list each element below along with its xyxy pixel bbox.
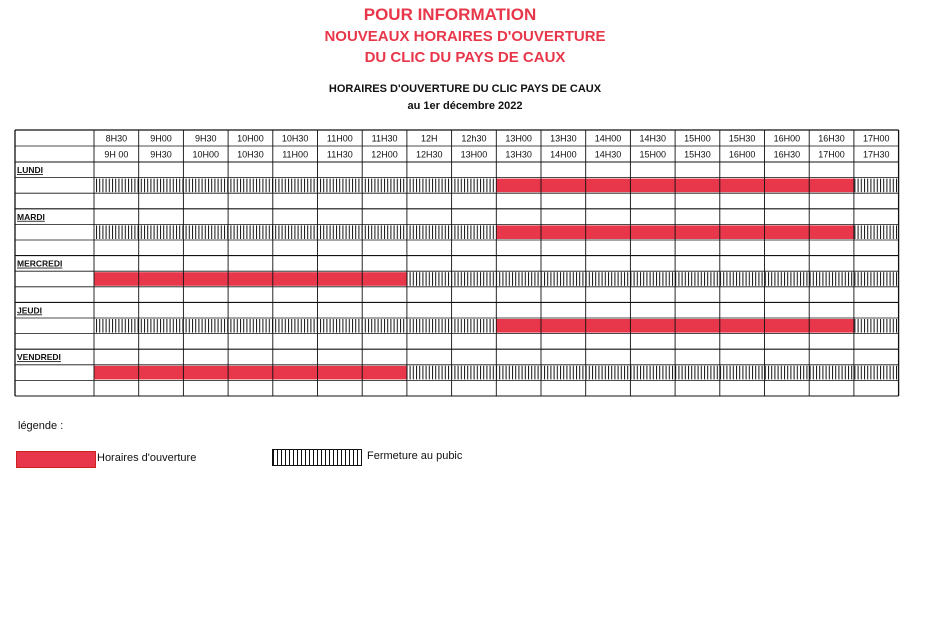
open-slot [541,225,586,239]
day-label-mardi: MARDI [17,211,45,222]
open-slot [541,319,586,333]
time-slot-start: 13H00 [505,133,532,144]
time-slot-start: 10H00 [237,133,264,144]
closed-slot [273,179,318,193]
open-slot [228,272,273,286]
open-slot [765,179,810,193]
open-slot [94,272,139,286]
legend-open-swatch [16,451,96,468]
open-slot [362,366,407,380]
closed-slot [630,366,675,380]
closed-slot [407,272,452,286]
time-slot-start: 16H00 [773,133,801,144]
closed-slot [541,366,586,380]
time-slot-end: 14H30 [594,149,622,160]
time-slot-end: 15H30 [684,149,711,160]
closed-slot [362,225,407,239]
closed-slot [94,319,139,333]
open-slot [496,319,541,333]
notice-subtitle: NOUVEAUX HORAIRES D'OUVERTURE [324,28,606,45]
closed-slot [407,179,452,193]
time-slot-end: 11H30 [326,149,353,160]
open-slot [809,179,854,193]
closed-slot [452,272,497,286]
open-slot [139,366,184,380]
closed-slot [318,319,363,333]
time-slot-end: 11H00 [282,149,309,160]
open-slot [541,179,586,193]
closed-slot [496,366,541,380]
closed-slot [496,272,541,286]
open-slot [273,366,318,380]
time-slot-end: 16H00 [728,149,756,160]
closed-slot [183,179,228,193]
closed-slot [541,272,586,286]
time-slot-end: 10H00 [192,149,220,160]
open-slot [720,179,765,193]
time-slot-end: 9H 00 [104,149,129,160]
closed-slot [809,272,854,286]
closed-slot [854,179,899,193]
time-slot-start: 11H00 [326,133,353,144]
open-slot [318,366,363,380]
time-slot-start: 8H30 [105,133,128,144]
open-slot [720,319,765,333]
closed-slot [675,272,720,286]
closed-slot [854,319,899,333]
closed-slot [765,366,810,380]
time-slot-end: 13H00 [460,149,488,160]
open-slot [720,225,765,239]
closed-slot [228,225,273,239]
time-slot-start: 15H00 [684,133,711,144]
schedule-heading: HORAIRES D'OUVERTURE DU CLIC PAYS DE CAUX [328,83,602,95]
time-slot-start: 14H30 [639,133,667,144]
closed-slot [273,225,318,239]
closed-slot [630,272,675,286]
legend-closed-swatch [272,449,362,466]
closed-slot [228,319,273,333]
time-slot-end: 17H00 [818,149,845,160]
closed-slot [183,225,228,239]
open-slot [809,225,854,239]
open-slot [228,366,273,380]
closed-slot [452,366,497,380]
open-slot [675,179,720,193]
time-slot-start: 17H00 [862,133,890,144]
open-slot [586,179,631,193]
time-slot-start: 12H [420,133,438,144]
open-slot [586,225,631,239]
open-slot [362,272,407,286]
time-slot-end: 12H00 [371,149,398,160]
legend-open-label: Horaires d'ouverture [97,452,197,464]
closed-slot [586,366,631,380]
notice-title: POUR INFORMATION [363,5,537,24]
time-slot-end: 12H30 [415,149,443,160]
closed-slot [362,319,407,333]
open-slot [765,225,810,239]
open-slot [496,179,541,193]
time-slot-end: 13H30 [505,149,532,160]
closed-slot [183,319,228,333]
closed-slot [139,179,184,193]
closed-slot [809,366,854,380]
time-slot-start: 16H30 [818,133,845,144]
schedule-effective-date: au 1er décembre 2022 [407,100,523,112]
open-slot [675,225,720,239]
time-slot-end: 10H30 [237,149,264,160]
open-slot [273,272,318,286]
closed-slot [854,272,899,286]
closed-slot [854,225,899,239]
day-label-vendredi: VENDREDI [17,352,61,363]
closed-slot [452,225,497,239]
closed-slot [720,366,765,380]
time-slot-start: 11H30 [371,133,398,144]
legend-closed-label: Fermeture au pubic [367,450,463,462]
closed-slot [139,319,184,333]
closed-slot [94,225,139,239]
day-label-lundi: LUNDI [17,165,43,175]
open-slot [630,179,675,193]
open-slot [496,225,541,239]
closed-slot [228,179,273,193]
time-slot-end: 17H30 [862,149,890,160]
time-slot-start: 14H00 [594,133,622,144]
open-slot [183,272,228,286]
closed-slot [407,366,452,380]
legend-title: légende : [18,420,64,432]
closed-slot [452,179,497,193]
closed-slot [362,179,407,193]
open-slot [318,272,363,286]
open-slot [630,319,675,333]
closed-slot [452,319,497,333]
time-slot-end: 14H00 [550,149,577,160]
time-slot-start: 12h30 [461,133,487,144]
open-slot [675,319,720,333]
open-slot [183,366,228,380]
time-slot-end: 15H00 [639,149,667,160]
closed-slot [94,179,139,193]
closed-slot [675,366,720,380]
closed-slot [139,225,184,239]
time-slot-start: 9H00 [150,133,172,144]
closed-slot [273,319,318,333]
closed-slot [720,272,765,286]
time-slot-start: 10H30 [281,133,309,144]
closed-slot [318,225,363,239]
closed-slot [765,272,810,286]
open-slot [139,272,184,286]
closed-slot [318,179,363,193]
time-slot-end: 9H30 [150,149,172,160]
open-slot [765,319,810,333]
open-slot [809,319,854,333]
open-slot [94,366,139,380]
time-slot-start: 15H30 [728,133,756,144]
day-label-mercredi: MERCREDI [17,258,63,269]
notice-organization: DU CLIC DU PAYS DE CAUX [364,49,566,66]
closed-slot [586,272,631,286]
closed-slot [407,319,452,333]
day-label-jeudi: JEUDI [17,305,43,316]
time-slot-start: 9H30 [194,133,217,144]
open-slot [586,319,631,333]
closed-slot [854,366,899,380]
open-slot [630,225,675,239]
time-slot-start: 13H30 [550,133,577,144]
time-slot-end: 16H30 [773,149,801,160]
closed-slot [407,225,452,239]
